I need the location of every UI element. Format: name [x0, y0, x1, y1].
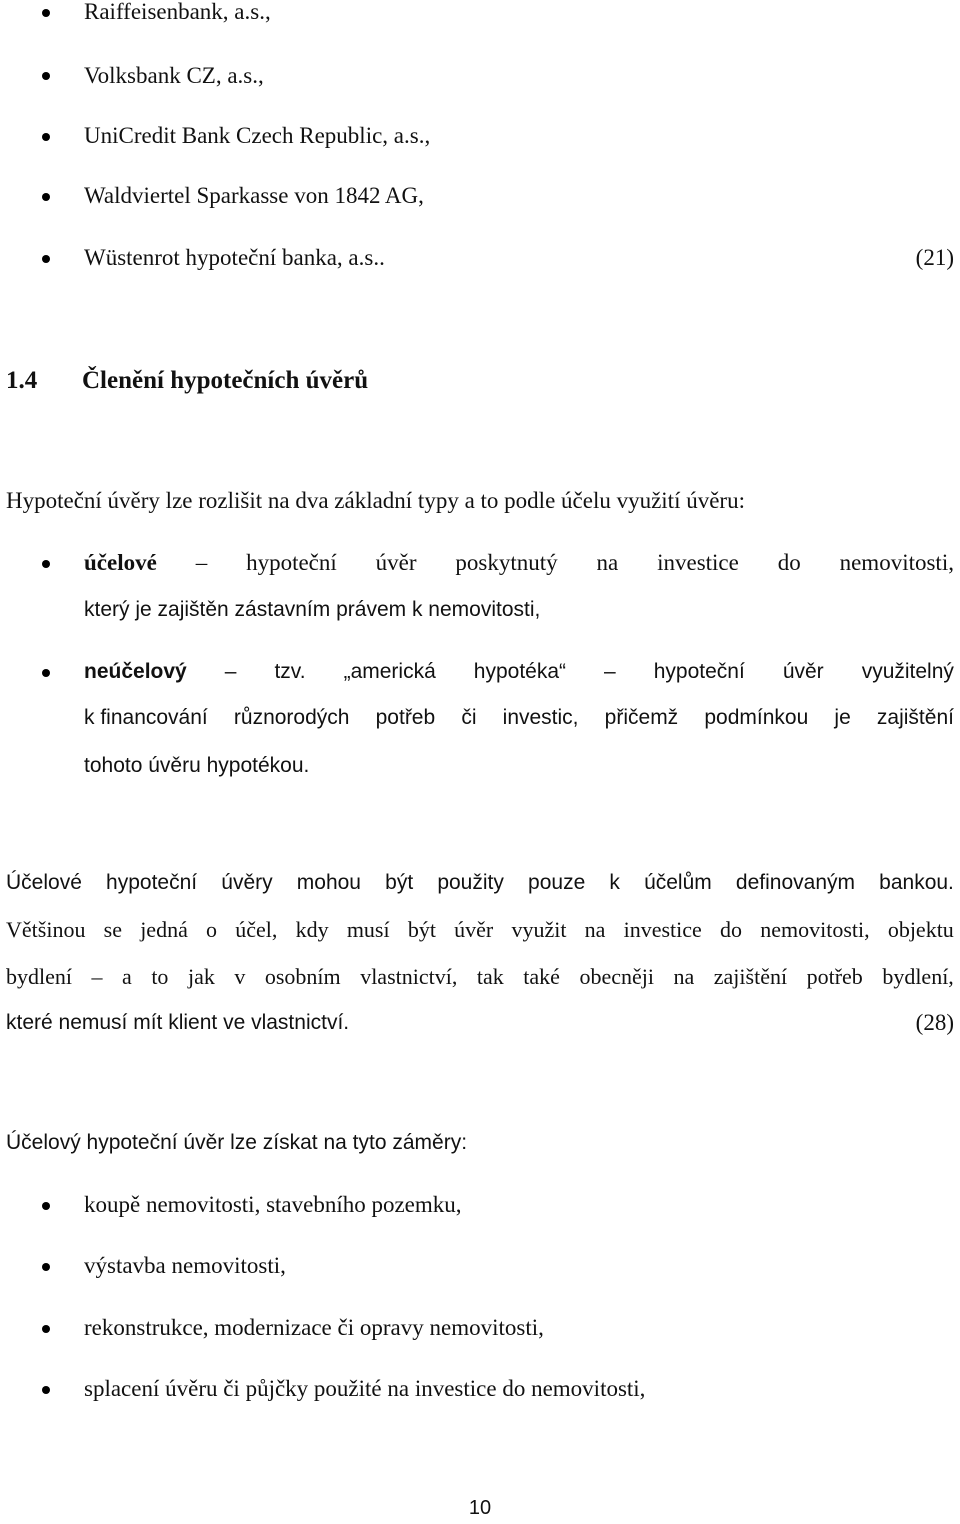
nonpurpose-line-3: tohoto úvěru hypotékou. [84, 754, 310, 777]
bullet-icon [42, 1202, 50, 1210]
bullet-icon [42, 255, 50, 263]
paragraph-line-2: Většinou se jedná o účel, kdy musí být úvěr využit na investice do nemovitosti, objektu [6, 917, 954, 942]
paragraph-line-4: které nemusí mít klient ve vlastnictví. [6, 1011, 350, 1034]
intro-text: Hypoteční úvěry lze rozlišit na dva základní typy a to podle účelu využití úvěru: [6, 488, 745, 513]
purpose-line-1: účelové – hypoteční úvěr poskytnutý na investice do nemovitosti, [84, 548, 954, 578]
page-number: 10 [468, 1497, 492, 1519]
bullet-icon [42, 72, 50, 80]
purpose-line-2: který je zajištěn zástavním právem k nemovitosti, [84, 598, 541, 621]
bullet-icon [42, 1263, 50, 1271]
section-title: Členění hypotečních úvěrů [82, 367, 369, 394]
section-number: 1.4 [6, 367, 38, 394]
bullet-icon [42, 9, 50, 17]
bullet-icon [42, 1386, 50, 1394]
bullet-icon [42, 133, 50, 141]
bullet-icon [42, 1325, 50, 1333]
dash: – [224, 660, 237, 683]
citation-ref: (21) [915, 245, 954, 270]
document-page: Raiffeisenbank, a.s., Volksbank CZ, a.s., UniCredit Bank Czech Republic, a.s., Waldviertel Sparkasse von 1842 AG, Wüstenrot hypoteční banka, a.s.. (21) 1.4 Členění hypotečních úvěrů Hypoteční úvěry lze rozlišit na dva základní typy a to podle účelu využití úvěru: účelové – hypoteční úvěr poskytnutý na investice do nemovitosti, který je zajištěn zástavním právem k nemovitosti, neúčelový – tzv. „americká hypotéka“ – hypoteční úvěr využitelný k financování různorodých potřeb či investic, přičemž podmínkou je zajištění tohoto úvěru hypotékou. Účelové hypoteční úvěry mohou být použity pouze k účelům definovaným bankou. Většinou se jedná o účel, kdy musí být úvěr využit na investice do nemovitosti, objektu bydlení – a to jak v osobním vlastnictví, tak také obecněji na zajištění potřeb bydlení, které nemusí mít klient ve vlastnictví. (28) Účelový hypoteční úvěr lze získat na tyto záměry: koupě nemovitosti, stavebního pozemku, výstavba nemovitosti, rekonstrukce, modernizace či opravy nemovitosti, splacení úvěru či půjčky použité na investice do nemovitosti, 10 [0, 0, 960, 1524]
term-nonpurpose: neúčelový [84, 660, 187, 683]
purposes-intro: Účelový hypoteční úvěr lze získat na tyto záměry: [6, 1131, 468, 1154]
bullet-icon [42, 193, 50, 201]
nonpurpose-line-1: neúčelový – tzv. „americká hypotéka“ – hypoteční úvěr využitelný [84, 657, 954, 687]
section-heading [6, 364, 368, 398]
citation-ref: (28) [915, 1010, 954, 1035]
nonpurpose-line-2: k financování různorodých potřeb či investic, přičemž podmínkou je zajištění [84, 706, 954, 729]
bullet-icon [42, 560, 50, 568]
paragraph-line-1: Účelové hypoteční úvěry mohou být použity pouze k účelům definovaným bankou. [6, 871, 954, 894]
term-purpose: účelové [84, 550, 157, 575]
paragraph-line-3: bydlení – a to jak v osobním vlastnictví, tak také obecněji na zajištění potřeb bydlení, [6, 964, 954, 989]
bullet-icon [42, 669, 50, 677]
dash: – [195, 550, 208, 575]
